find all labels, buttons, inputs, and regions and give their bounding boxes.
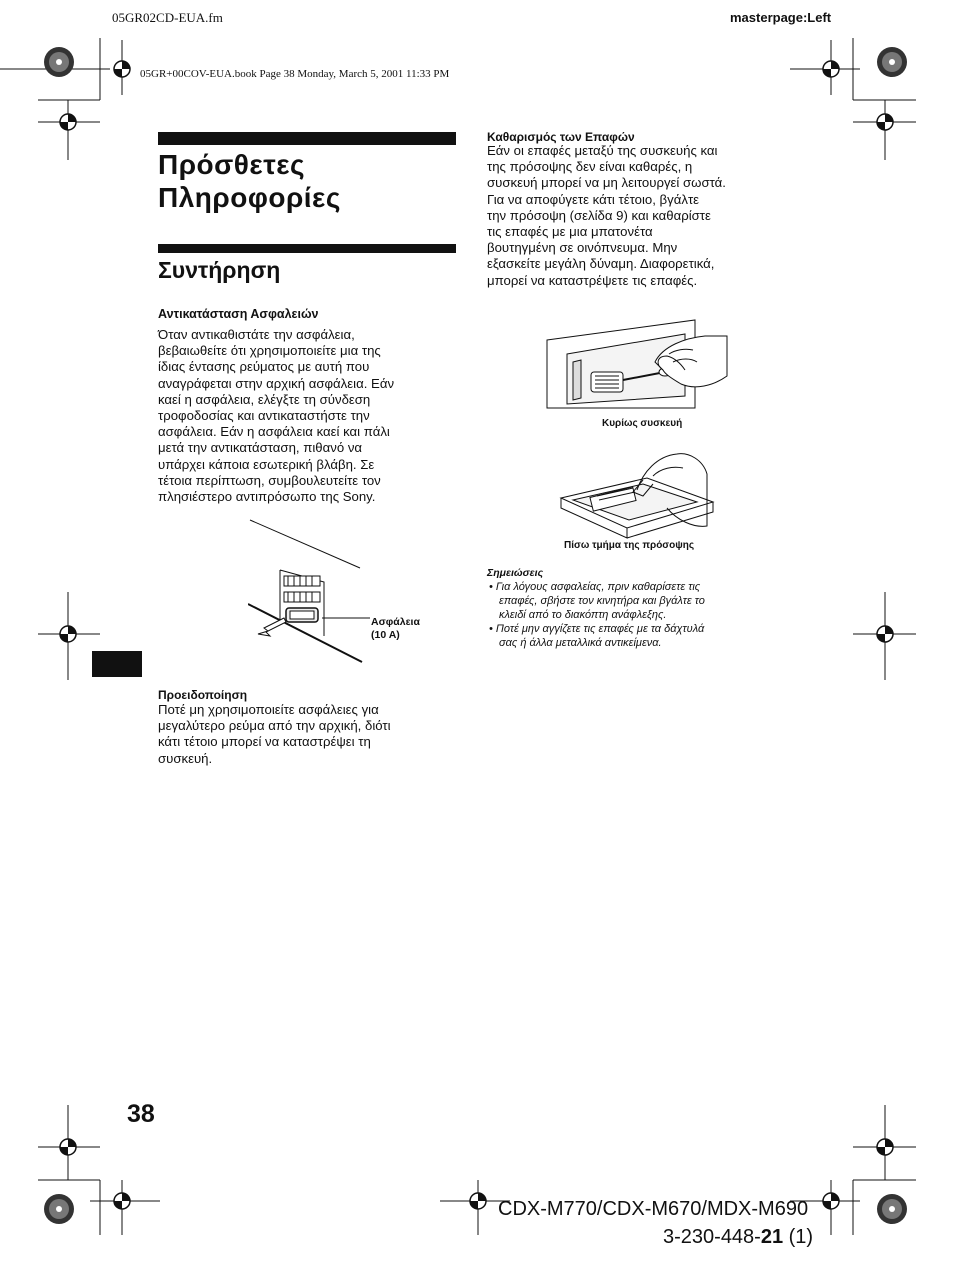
fuse-heading: Αντικατάσταση Ασφαλειών bbox=[158, 307, 319, 321]
fuse-label bbox=[371, 616, 420, 642]
note-line: Για λόγους ασφαλείας, πριν καθαρίσετε τις bbox=[495, 581, 701, 593]
text-line: Εάν οι επαφές μεταξύ της συσκευής και bbox=[487, 143, 718, 158]
note-line: Ποτέ μην αγγίζετε τις επαφές με τα δάχτυλά bbox=[495, 623, 705, 635]
masterpage-label: masterpage:Left bbox=[730, 10, 832, 25]
text-line: βεβαιωθείτε ότι χρησιμοποιείτε μια της bbox=[158, 343, 381, 359]
part-prefix: 3-230-448- bbox=[663, 1226, 761, 1248]
text-line: Όταν αντικαθιστάτε την ασφάλεια, bbox=[158, 327, 355, 342]
page-title bbox=[158, 148, 458, 214]
model-numbers: CDX-M770/CDX-M670/MDX-M690 bbox=[498, 1198, 809, 1220]
text-line: βουτηγμένη σε οινόπνευμα. Μην bbox=[487, 240, 678, 256]
text-line: καεί η ασφάλεια, ελέγξτε τη σύνδεση bbox=[158, 391, 371, 407]
part-revision: 21 bbox=[760, 1226, 784, 1248]
fuse-label-name: Ασφάλεια bbox=[371, 616, 420, 628]
bullet-icon: • bbox=[489, 623, 496, 635]
warning-heading: Προειδοποίηση bbox=[158, 688, 248, 702]
text-line: την πρόσοψη (σελίδα 9) και καθαρίστε bbox=[487, 207, 711, 223]
title-line-1: Πρόσθετες bbox=[158, 149, 306, 180]
text-line: υπάρχει κάποια εσωτερική βλάβη. Σε bbox=[158, 456, 375, 472]
text-line: ίδιας έντασης ρεύματος με αυτή που bbox=[158, 359, 370, 375]
notes-heading: Σημειώσεις bbox=[487, 567, 544, 579]
text-line: πλησιέστερο αντιπρόσωπο της Sony. bbox=[158, 489, 376, 505]
text-line: Για να αποφύγετε κάτι τέτοιο, βγάλτε bbox=[487, 191, 700, 207]
note-item bbox=[487, 580, 787, 622]
main-unit-illustration bbox=[545, 316, 735, 416]
note-line: κλειδί από το διακόπτη ανάφλεξης. bbox=[499, 609, 667, 621]
section-tab-marker bbox=[92, 651, 142, 677]
notes-list bbox=[487, 580, 787, 650]
text-line: τροφοδοσίας και αντικαταστήστε την bbox=[158, 408, 370, 424]
title-rule bbox=[158, 132, 456, 145]
text-line: κάτι τέτοιο μπορεί να καταστρέψει τη bbox=[158, 734, 371, 750]
text-line: εξασκείτε μεγάλη δύναμη. Διαφορετικά, bbox=[487, 256, 715, 272]
bullet-icon: • bbox=[489, 581, 496, 593]
fuse-label-rating: (10 A) bbox=[371, 629, 400, 641]
section-title: Συντήρηση bbox=[158, 257, 281, 283]
contacts-heading: Καθαρισμός των Επαφών bbox=[487, 130, 635, 144]
fuse-illustration bbox=[248, 518, 388, 668]
note-line: επαφές, σβήστε τον κινητήρα και βγάλτε το bbox=[499, 595, 705, 607]
part-suffix: (1) bbox=[783, 1226, 814, 1248]
contacts-paragraph bbox=[487, 143, 797, 289]
text-line: μπορεί να καταστρέψετε τις επαφές. bbox=[487, 272, 698, 288]
part-number bbox=[663, 1226, 813, 1249]
text-line: ασφάλεια. Εάν η ασφάλεια καεί και πάλι bbox=[158, 424, 390, 440]
text-line: αναγράφεται στην αρχική ασφάλεια. Εάν bbox=[158, 375, 395, 391]
text-line: συσκευή μπορεί να μη λειτουργεί σωστά. bbox=[487, 175, 726, 191]
front-panel-caption: Πίσω τμήμα της πρόσοψης bbox=[564, 540, 695, 551]
text-line: Ποτέ μη χρησιμοποιείτε ασφάλειες για bbox=[158, 702, 379, 717]
text-line: μεγαλύτερο ρεύμα από την αρχική, διότι bbox=[158, 718, 391, 734]
text-line: τις επαφές με μια μπατονέτα bbox=[487, 224, 653, 240]
text-line: της πρόσοψης δεν είναι καθαρές, η bbox=[487, 159, 693, 175]
text-line: συσκευή. bbox=[158, 750, 213, 766]
front-panel-illustration bbox=[557, 450, 717, 540]
main-unit-caption: Κυρίως συσκευή bbox=[602, 418, 683, 429]
title-line-2: Πληροφορίες bbox=[158, 182, 341, 213]
note-line: σας ή άλλα μεταλλικά αντικείμενα. bbox=[499, 637, 662, 649]
note-item bbox=[487, 622, 787, 650]
text-line: τέτοια περίπτωση, συμβουλευτείτε τον bbox=[158, 472, 381, 488]
warning-paragraph bbox=[158, 702, 458, 767]
file-name: 05GR02CD-EUA.fm bbox=[112, 10, 223, 25]
page-number: 38 bbox=[127, 1100, 155, 1128]
book-info-line: 05GR+00COV-EUA.book Page 38 Monday, March 5, 2001 11:33 PM bbox=[140, 68, 450, 80]
section-rule bbox=[158, 244, 456, 253]
fuse-paragraph bbox=[158, 327, 458, 505]
text-line: μετά την αντικατάσταση, πιθανό να bbox=[158, 440, 363, 456]
